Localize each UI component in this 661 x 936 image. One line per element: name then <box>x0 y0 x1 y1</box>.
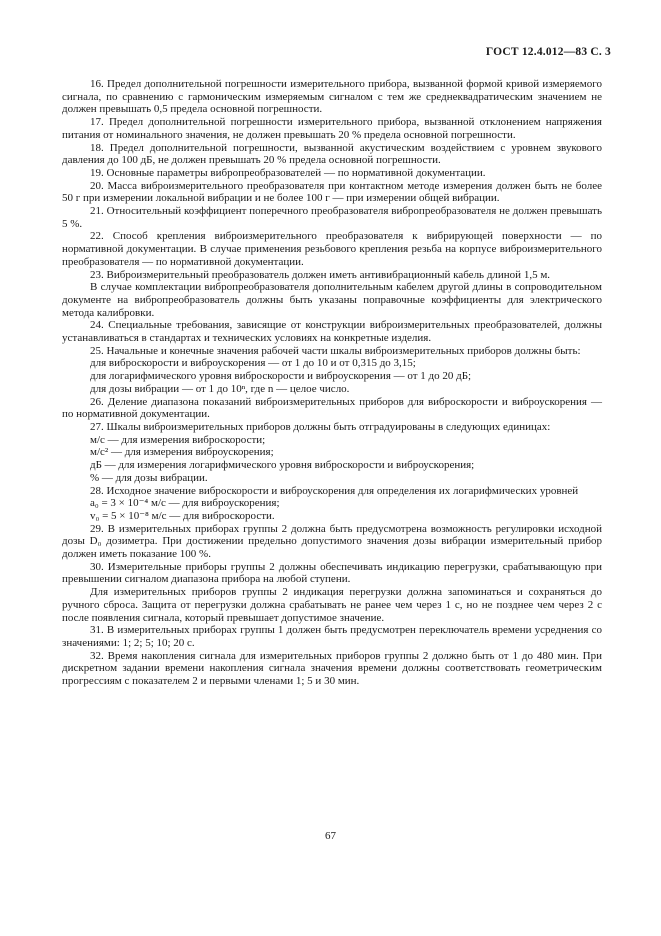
list-item: для дозы вибрации — от 1 до 10ⁿ, где n — целое число. <box>90 382 350 395</box>
list-item: для логарифмического уровня виброскорости и виброускорения — от 1 до 20 дБ; <box>90 370 472 383</box>
paragraph-30-cont: Для измерительных приборов группы 2 индикация перегрузки должна запоминаться и сохраняться до ручного сброса. Защита от перегрузки должна срабатывать не ранее чем через 1 с, но не позднее чем через 2 с после появления сигнала, который превышает допустимое значение. <box>62 586 602 624</box>
paragraph-23-cont: В случае комплектации вибропреобразователя дополнительным кабелем другой длины в сопроводительном документе на вибропреобразователь должны быть указаны поправочные коэффициенты для электрического метода калибровки. <box>62 281 602 319</box>
list-item: м/с — для измерения виброскорости; <box>90 433 266 446</box>
paragraph-17: 17. Предел дополнительной погрешности измерительного прибора, вызванной отклонением напряжения питания от номинального значения, не должен превышать 20 % предела основной погрешности. <box>62 116 602 141</box>
paragraph-27: 27. Шкалы виброизмерительных приборов должны быть отградуированы в следующих единицах: <box>90 420 551 433</box>
paragraph-21: 21. Относительный коэффициент поперечного преобразователя вибропреобразователя не должен превышать 5 %. <box>62 205 602 230</box>
paragraph-31: 31. В измерительных приборах группы 1 должен быть предусмотрен переключатель времени усреднения со значениями: 1; 2; 5; 10; 20 с. <box>62 624 602 649</box>
paragraph-25: 25. Начальные и конечные значения рабочей части шкалы виброизмерительных приборов должны быть: <box>90 344 581 357</box>
paragraph-32: 32. Время накопления сигнала для измерительных приборов группы 2 должно быть от 1 до 480 мин. При дискретном задании времени накопления сигнала значения времени должны соответствовать геометрическим прогрессиям с показателем 2 и первыми членами 1; 5 и 30 мин. <box>62 649 602 688</box>
paragraph-28: 28. Исходное значение виброскорости и виброускорения для определения их логарифмических уровней <box>90 484 579 497</box>
formula-line: a₀ = 3 × 10⁻⁴ м/с — для виброускорения; <box>90 497 280 510</box>
paragraph-20: 20. Масса виброизмерительного преобразователя при контактном методе измерения должен быть не более 50 г при измерении локальной вибрации и не более 100 г — при измерении общей вибрации. <box>62 179 602 205</box>
formula-line: v₀ = 5 × 10⁻⁸ м/с — для виброскорости. <box>90 509 275 522</box>
paragraph-22: 22. Способ крепления виброизмерительного преобразователя к вибрирующей поверхности — по нормативной документации. В случае применения резьбового крепления резьба на корпусе виброизмерительного преобразователя — по нормативной документации. <box>62 230 602 268</box>
paragraph-26: 26. Деление диапазона показаний виброизмерительных приборов для виброскорости и виброускорения — по нормативной документации. <box>62 395 602 421</box>
list-item: % — для дозы вибрации. <box>90 471 208 484</box>
paragraph-18: 18. Предел дополнительной погрешности, вызванной акустическим воздействием с уровнем звукового давления до 100 дБ, не должен превышать 20 % предела основной погрешности. <box>62 141 602 167</box>
list-item: м/с² — для измерения виброускорения; <box>90 446 274 459</box>
paragraph-19: 19. Основные параметры вибропреобразователей — по нормативной документации. <box>90 166 486 179</box>
paragraph-16: 16. Предел дополнительной погрешности измерительного прибора, вызванной формой кривой измеряемого сигнала, по сравнению с гармоническим измеряемым сигналом с тем же среднеквадратическим значением не должен превышать 0,5 предела основной погрешности. <box>62 78 602 116</box>
running-header: ГОСТ 12.4.012—83 С. 3 <box>485 46 611 58</box>
paragraph-29: 29. В измерительных приборах группы 2 должна быть предусмотрена возможность регулировки исходной дозы D₀ дозиметра. При достижении предельно допустимого значения дозы вибрации измерительный прибор должен иметь показание 100 %. <box>62 522 602 561</box>
document-body <box>62 78 602 688</box>
paragraph-24: 24. Специальные требования, зависящие от конструкции виброизмерительных преобразователей, должны устанавливаться в стандартах и технических условиях на конкретные изделия. <box>62 319 602 345</box>
list-item: для виброскорости и виброускорения — от 1 до 10 и от 0,315 до 3,15; <box>90 357 416 370</box>
page-number: 67 <box>325 830 336 842</box>
paragraph-23: 23. Виброизмерительный преобразователь должен иметь антивибрационный кабель длиной 1,5 м. <box>90 268 551 281</box>
list-item: дБ — для измерения логарифмического уровня виброскорости и виброускорения; <box>90 459 475 472</box>
paragraph-30: 30. Измерительные приборы группы 2 должны обеспечивать индикацию перегрузки, срабатывающую при превышении сигналом диапазона прибора на любой ступени. <box>62 560 602 586</box>
